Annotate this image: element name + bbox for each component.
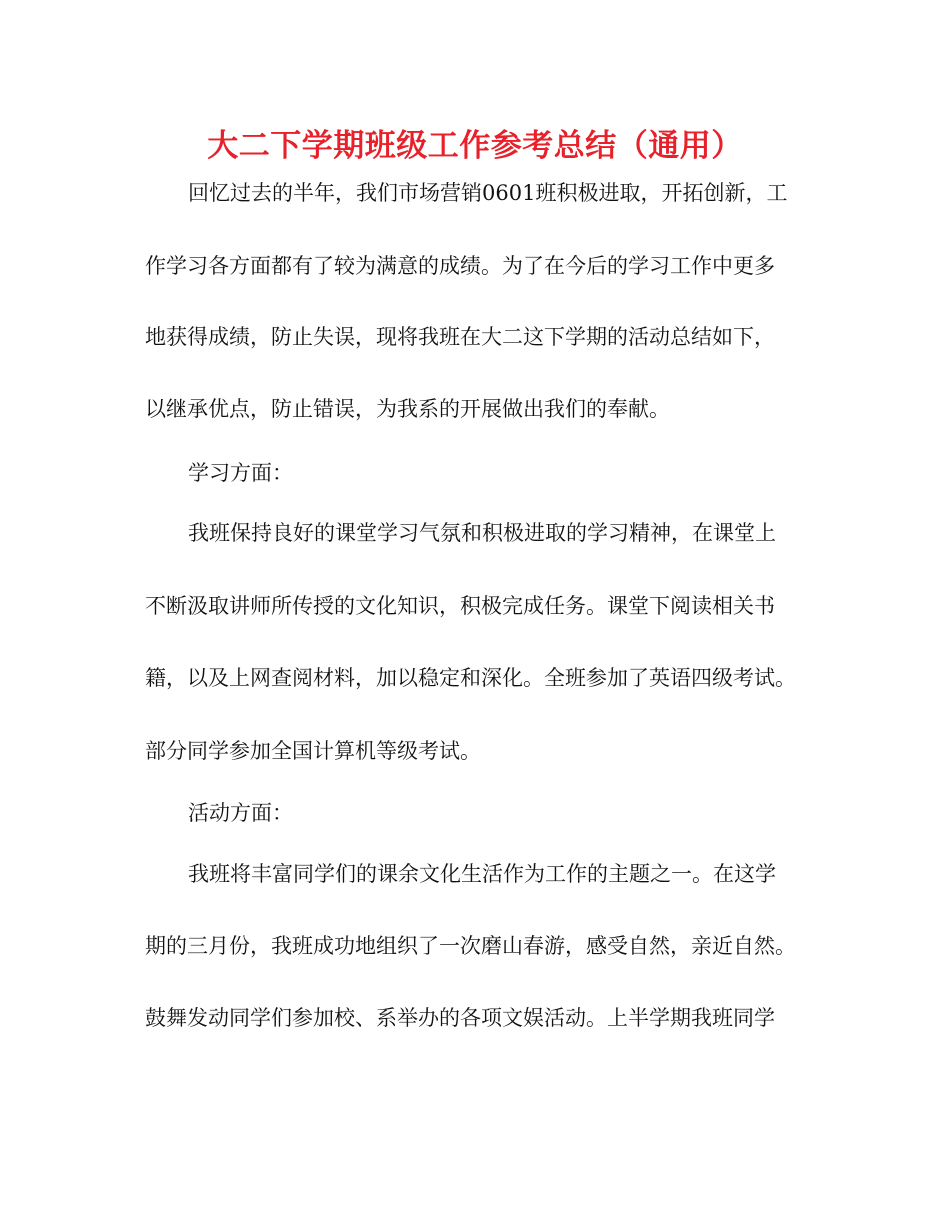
paragraph-line: 部分同学参加全国计算机等级考试。 xyxy=(145,739,481,763)
paragraph-line: 以继承优点，防止错误，为我系的开展做出我们的奉献。 xyxy=(145,397,670,421)
document-title: 大二下学期班级工作参考总结（通用） xyxy=(207,128,743,164)
paragraph-line: 鼓舞发动同学们参加校、系举办的各项文娱活动。上半学期我班同学 xyxy=(145,1006,775,1030)
section-heading-activities: 活动方面： xyxy=(188,801,293,825)
paragraph-line: 回忆过去的半年，我们市场营销0601班积极进取，开拓创新，工 xyxy=(188,181,788,205)
paragraph-line: 我班将丰富同学们的课余文化生活作为工作的主题之一。在这学 xyxy=(188,862,776,886)
paragraph-line: 作学习各方面都有了较为满意的成绩。为了在今后的学习工作中更多 xyxy=(145,254,775,278)
paragraph-line: 籍，以及上网查阅材料，加以稳定和深化。全班参加了英语四级考试。 xyxy=(145,666,796,690)
paragraph-line: 期的三月份，我班成功地组织了一次磨山春游，感受自然，亲近自然。 xyxy=(145,934,796,958)
section-heading-study: 学习方面： xyxy=(188,461,293,485)
paragraph-line: 我班保持良好的课堂学习气氛和积极进取的学习精神，在课堂上 xyxy=(188,521,776,545)
paragraph-line: 地获得成绩，防止失误，现将我班在大二这下学期的活动总结如下， xyxy=(145,325,775,349)
paragraph-line: 不断汲取讲师所传授的文化知识，积极完成任务。课堂下阅读相关书 xyxy=(145,594,775,618)
